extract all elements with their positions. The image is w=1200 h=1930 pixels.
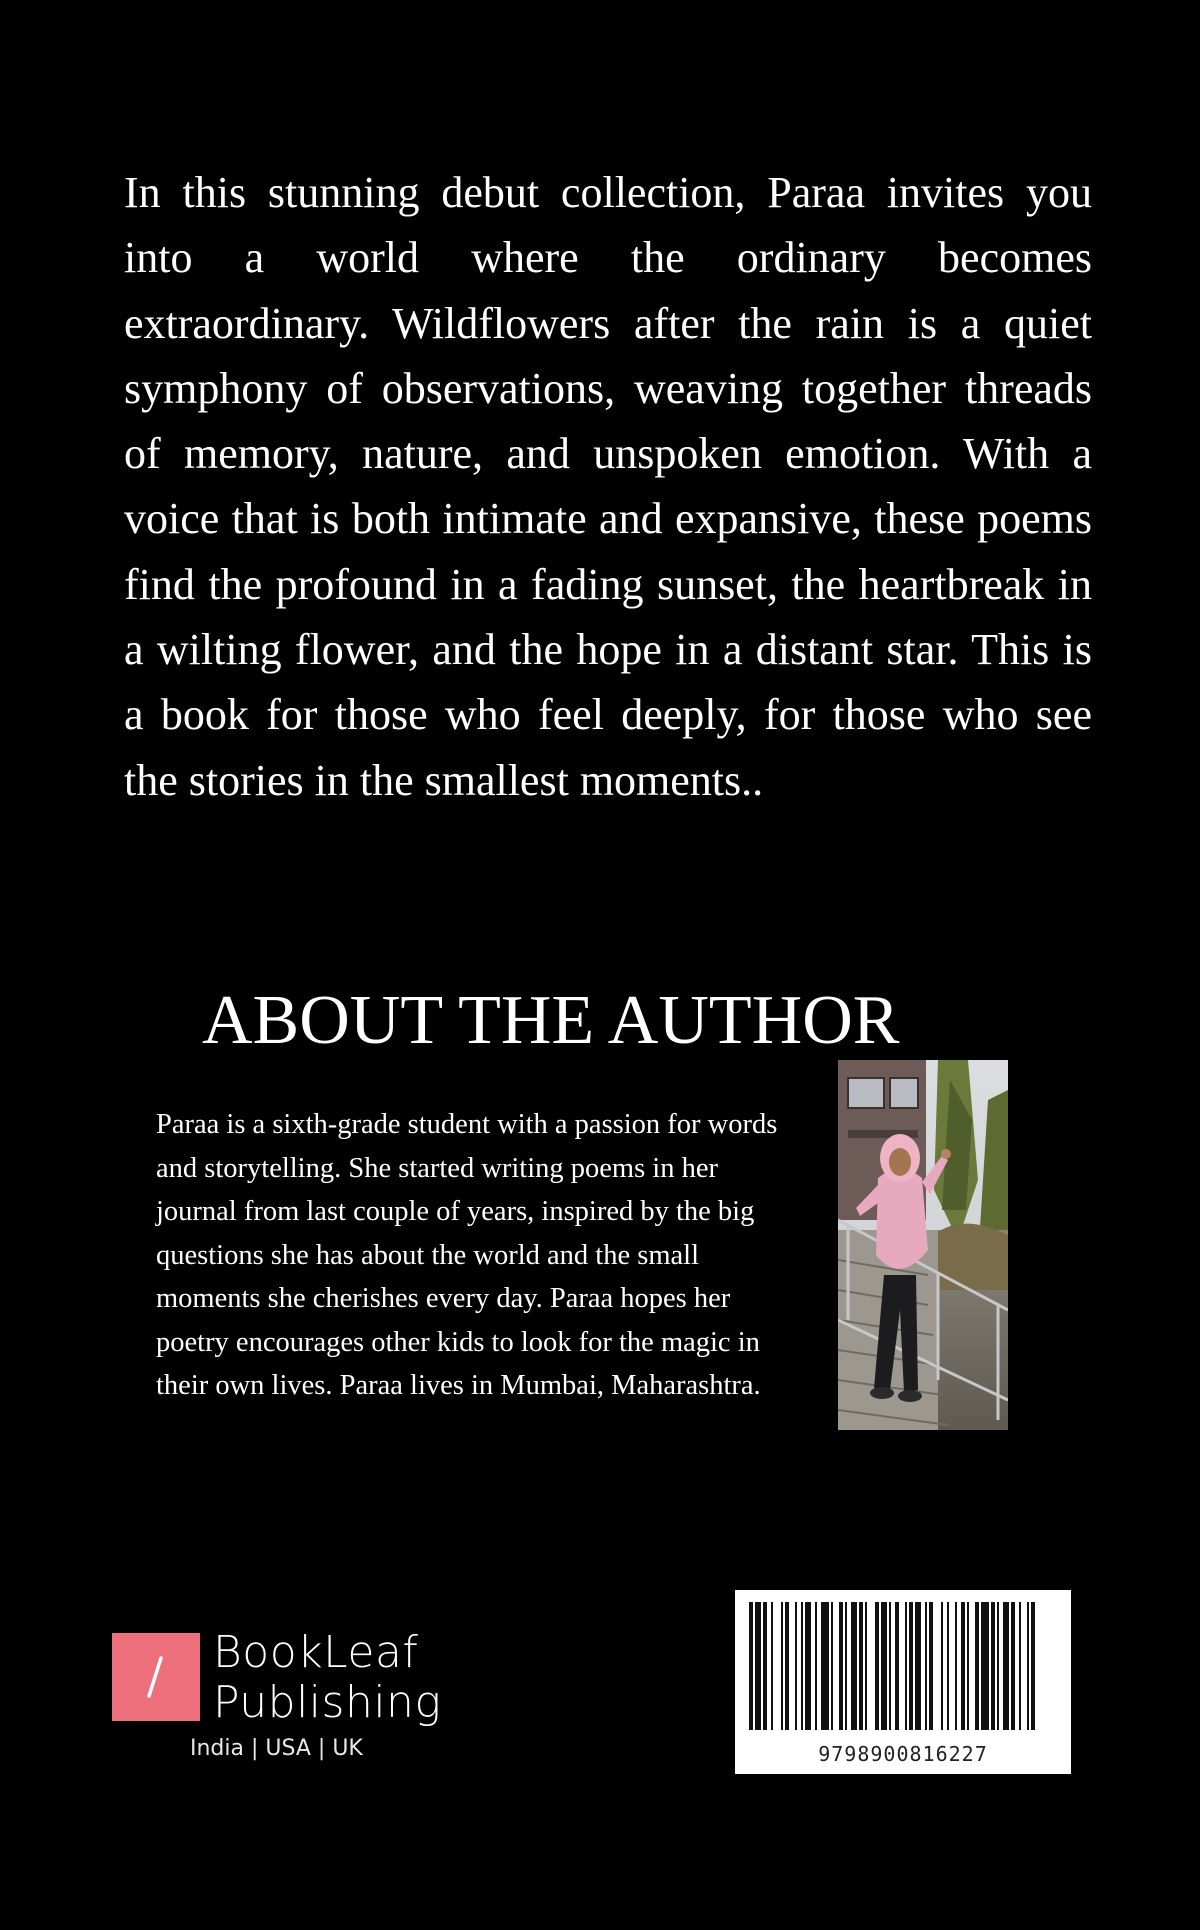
barcode-bar <box>961 1602 965 1730</box>
barcode-bar <box>771 1602 773 1730</box>
barcode-bar <box>805 1602 811 1730</box>
author-photo <box>838 1060 1008 1430</box>
barcode-bar <box>1011 1602 1015 1730</box>
barcode-bar <box>785 1602 789 1730</box>
barcode-bar <box>1019 1602 1021 1730</box>
barcode-bar <box>925 1602 927 1730</box>
barcode-bar <box>1027 1602 1029 1730</box>
publisher-regions: India | USA | UK <box>190 1736 363 1761</box>
back-cover-blurb: In this stunning debut collection, Paraa invites you into a world where the ordinary becomes extraordinary. Wildflowers after the rain is a quiet symphony of observations, weaving together threads of memory, nature, and unspoken emotion. With a voice that is both intimate and expansive, these poems find the profound in a fading sunset, the heartbreak in a wilting flower, and the hope in a distant star. This is a book for those who feel deeply, for those who see the stories in the smallest moments.. <box>124 168 1092 805</box>
barcode-bars <box>737 1592 1069 1742</box>
barcode-bar <box>991 1602 995 1730</box>
barcode-bar <box>763 1602 767 1730</box>
barcode-bar <box>795 1602 797 1730</box>
barcode-bar <box>851 1602 857 1730</box>
barcode-bar <box>845 1602 847 1730</box>
slash-logo-icon <box>112 1633 200 1721</box>
barcode-bar <box>895 1602 899 1730</box>
barcode-bar <box>781 1602 783 1730</box>
barcode-bar <box>749 1602 753 1730</box>
publisher-name-line2: Publishing <box>213 1677 442 1728</box>
barcode-bar <box>905 1602 907 1730</box>
barcode-bar <box>947 1602 949 1730</box>
isbn-number: 9798900816227 <box>818 1742 988 1766</box>
barcode-bar <box>941 1602 943 1730</box>
barcode-bar <box>801 1602 803 1730</box>
barcode-bar <box>755 1602 761 1730</box>
barcode-bar <box>929 1602 933 1730</box>
barcode-bar <box>955 1602 957 1730</box>
about-the-author-heading: ABOUT THE AUTHOR <box>202 982 900 1059</box>
barcode-bar <box>909 1602 913 1730</box>
barcode-bar <box>875 1602 879 1730</box>
barcode-bar <box>821 1602 829 1730</box>
barcode-bar <box>967 1602 969 1730</box>
barcode-bar <box>1031 1602 1035 1730</box>
barcode-bar <box>997 1602 999 1730</box>
barcode-bar <box>859 1602 863 1730</box>
barcode-bar <box>881 1602 887 1730</box>
barcode-bar <box>915 1602 921 1730</box>
isbn-barcode <box>735 1590 1071 1774</box>
publisher-logo <box>112 1627 532 1770</box>
publisher-name <box>213 1628 441 1728</box>
barcode-bar <box>865 1602 867 1730</box>
publisher-name-line1: BookLeaf <box>213 1627 419 1678</box>
barcode-bar <box>831 1602 833 1730</box>
author-bio: Paraa is a sixth-grade student with a passion for words and storytelling. She started writing poems in her journal from last couple of years, inspired by the big questions she has about the world and the small moments she cherishes every day. Paraa hopes her poetry encourages other kids to look for the magic in their own lives. Paraa lives in Mumbai, Maharashtra. <box>156 1109 778 1401</box>
barcode-bar <box>975 1602 979 1730</box>
barcode-bar <box>981 1602 989 1730</box>
barcode-bar <box>815 1602 817 1730</box>
barcode-bar <box>1003 1602 1009 1730</box>
barcode-bar <box>839 1602 843 1730</box>
barcode-bar <box>889 1602 891 1730</box>
